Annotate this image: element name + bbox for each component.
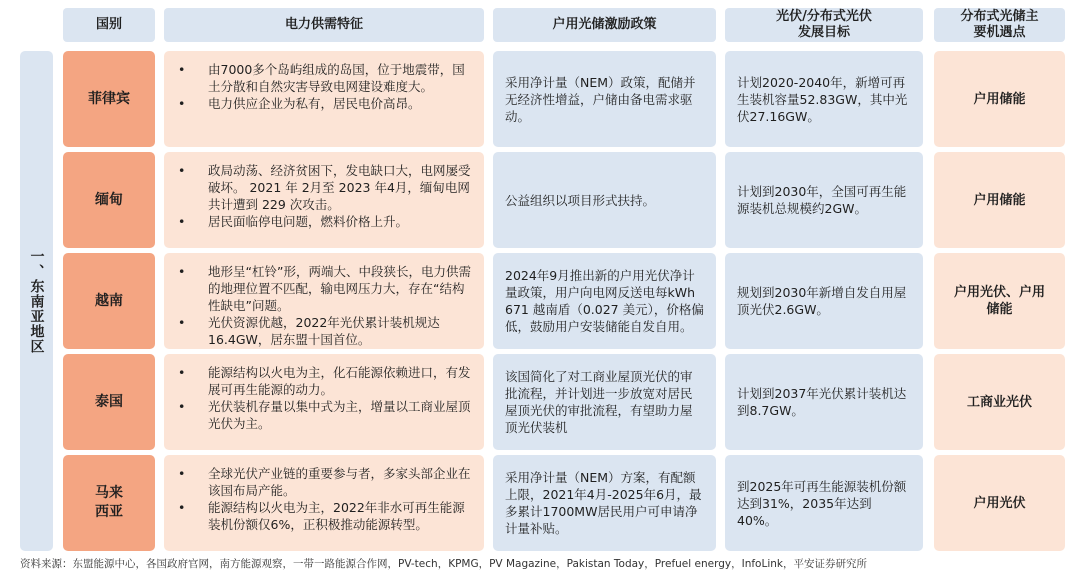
goal-text: 规划到2030年新增自发自用屋顶光伏2.6GW。	[737, 285, 907, 317]
source-note: 资料来源：东盟能源中心，各国政府官网，南方能源观察，一带一路能源合作网，PV-tech，KPMG，PV Magazine，Pakistan Today，Prefuel energy，InfoLink，平安证券研究所	[20, 558, 867, 570]
goal-text: 计划到2030年，全国可再生能源装机总规模约2GW。	[737, 184, 907, 216]
header-country: 国别	[63, 8, 155, 42]
opportunity-text: 户用光伏	[973, 495, 1026, 511]
feature-item: • 由7000多个岛屿组成的岛国，位于地震带，国土分散和自然灾害导致电网建设难度大。	[178, 61, 474, 95]
country-cell	[63, 253, 155, 349]
goal-cell	[725, 455, 923, 551]
goal-text: 计划2020-2040年，新增可再生装机容量52.83GW，其中光伏27.16GW。	[737, 74, 908, 124]
opportunity-text: 户用光伏、户用储能	[953, 285, 1045, 317]
opportunity-cell	[934, 253, 1065, 349]
policy-text: 采用净计量（NEM）政策，配储并无经济性增益，户储由备电需求驱动。	[505, 74, 696, 124]
feature-item: • 能源结构以火电为主，化石能源依赖进口，有发展可再生能源的动力。	[178, 364, 474, 398]
region-label	[20, 51, 53, 551]
country-cell	[63, 354, 155, 450]
opportunity-cell	[934, 51, 1065, 147]
feature-item: • 地形呈“杠铃”形，两端大、中段狭长，电力供需的地理位置不匹配，输电网压力大，存在“结构性缺电”问题。	[178, 263, 474, 314]
country-cell	[63, 455, 155, 551]
country-name: 缅甸	[95, 191, 123, 208]
feature-item: • 居民面临停电问题，燃料价格上升。	[178, 213, 474, 230]
policy-cell	[493, 455, 716, 551]
features-list	[178, 263, 474, 348]
country-name: 越南	[95, 292, 123, 309]
features-cell	[164, 253, 484, 349]
country-name: 泰国	[95, 393, 123, 410]
opportunity-text: 户用储能	[973, 192, 1026, 208]
opportunity-cell	[934, 152, 1065, 248]
goal-cell	[725, 51, 923, 147]
policy-text: 公益组织以项目形式扶持。	[505, 192, 656, 208]
policy-text: 2024年9月推出新的户用光伏净计量政策，用户向电网反送电每kWh 671 越南盾（0.027 美元），价格偏低，鼓励用户安装储能自发自用。	[505, 268, 704, 334]
feature-item: • 光伏资源优越，2022年光伏累计装机规达16.4GW，居东盟十国首位。	[178, 314, 474, 348]
country-cell	[63, 51, 155, 147]
policy-text: 采用净计量（NEM）方案，有配额上限，2021年4月-2025年6月，最多累计1700MW居民用户可申请净计量补贴。	[505, 470, 702, 536]
features-cell	[164, 455, 484, 551]
feature-item: • 能源结构以火电为主，2022年非水可再生能源装机份额仅6%，正积极推动能源转型。	[178, 499, 474, 533]
goal-cell	[725, 152, 923, 248]
features-list	[178, 364, 474, 432]
opportunity-text: 户用储能	[973, 91, 1026, 107]
feature-item: • 政局动荡、经济贫困下，发电缺口大，电网屡受破坏。 2021 年 2月至 2023 年4月，缅甸电网共计遭到 229 次攻击。	[178, 162, 474, 213]
opportunity-cell	[934, 455, 1065, 551]
features-cell	[164, 152, 484, 248]
header-goal: 光伏/分布式光伏 发展目标	[725, 8, 923, 42]
features-list	[178, 61, 474, 112]
policy-cell	[493, 51, 716, 147]
header-policy: 户用光储激励政策	[493, 8, 716, 42]
header-opportunity: 分布式光储主 要机遇点	[934, 8, 1065, 42]
goal-cell	[725, 354, 923, 450]
region-label-text: 一、东南亚地区	[28, 248, 45, 354]
policy-cell	[493, 354, 716, 450]
policy-cell	[493, 253, 716, 349]
goal-cell	[725, 253, 923, 349]
feature-item: • 全球光伏产业链的重要参与者，多家头部企业在该国布局产能。	[178, 465, 474, 499]
header-features: 电力供需特征	[164, 8, 484, 42]
goal-text: 计划到2037年光伏累计装机达到8.7GW。	[737, 386, 907, 418]
country-cell	[63, 152, 155, 248]
opportunity-text: 工商业光伏	[966, 394, 1032, 410]
opportunity-cell	[934, 354, 1065, 450]
features-cell	[164, 354, 484, 450]
features-list	[178, 465, 474, 533]
features-list	[178, 162, 474, 230]
features-cell	[164, 51, 484, 147]
country-name: 马来 西亚	[95, 485, 123, 520]
policy-cell	[493, 152, 716, 248]
country-name: 菲律宾	[88, 90, 130, 107]
feature-item: • 电力供应企业为私有，居民电价高昂。	[178, 95, 474, 112]
policy-text: 该国简化了对工商业屋顶光伏的审批流程，并计划进一步放宽对居民屋顶光伏的审批流程，有望助力屋顶光伏装机	[505, 369, 693, 435]
goal-text: 到2025年可再生能源装机份额达到31%，2035年达到40%。	[737, 478, 907, 528]
feature-item: • 光伏装机存量以集中式为主，增量以工商业屋顶光伏为主。	[178, 398, 474, 432]
